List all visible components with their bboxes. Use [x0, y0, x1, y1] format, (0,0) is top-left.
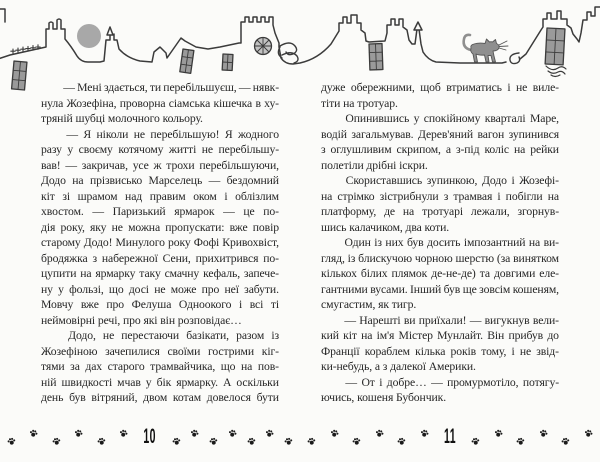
text-line: водій загальмував. Дерев'яний вагон зупинився [321, 127, 559, 141]
paw-print-icon [96, 436, 107, 447]
page-number-right: 11 [443, 424, 457, 448]
text-line: ючись, кошеня Бубончик. [321, 391, 447, 404]
text-line: нула Жозефіна, проворна сіамська кішечка в ху- [41, 96, 279, 110]
text-line: Скориставшись зупинкою, Додо і Жозефі- [345, 174, 559, 187]
paw-print-row [464, 432, 600, 441]
text-line: бродяжка з набережної Сени, прихитрився по- [41, 251, 279, 265]
right-page-text [321, 81, 559, 407]
text-line: дуже обережними, щоб втриматись і не виле- [321, 81, 559, 94]
paw-print-row [0, 432, 135, 441]
text-line: — Я ніколи не перебільшую! Я жодного [66, 127, 279, 141]
attic-window [12, 61, 27, 90]
text-line: день був вітряний, двом котам довелося бути [41, 391, 279, 404]
left-page-footer [0, 422, 300, 450]
paw-print-icon [264, 428, 275, 439]
paw-print-icon [73, 428, 84, 439]
text-line: ки-небудь, а з далекої Америки. [321, 360, 476, 373]
paragraph [41, 329, 279, 407]
text-line: — Нарешті ви приїхали! — вигукнув вели- [344, 313, 559, 327]
paragraph [321, 81, 559, 112]
text-line: дія року, яку не можна пропускати: вже повір [41, 220, 279, 234]
paw-print-icon [306, 436, 317, 447]
paragraph [321, 112, 559, 174]
scribble-ornament [546, 66, 566, 77]
paw-print-icon [493, 428, 504, 439]
text-line: з оглушливим скрипом, а з-під коліс на рейки [321, 143, 559, 156]
paw-print-row [300, 432, 436, 441]
text-line: полетіли дрібні іскри. [321, 158, 428, 172]
paw-print-icon [515, 436, 526, 447]
text-line: Опинившись у спокійному кварталі Маре, [345, 112, 559, 125]
right-page-footer [300, 422, 600, 450]
text-line: хвостом. — Паризький ярмарок — це по- [41, 205, 279, 218]
text-line: — От і добре… — промурмотіло, потягу- [345, 375, 559, 389]
scroll-ornament [278, 43, 298, 63]
sun-disc-icon [77, 24, 101, 48]
paw-print-icon [351, 436, 362, 447]
text-line: гантними вусами. Інший був ще зовсім кошеням, [321, 282, 559, 296]
attic-window [222, 54, 233, 71]
paw-print-icon [419, 428, 430, 439]
text-line: неймовірні речі, про які він розповідає… [41, 313, 242, 327]
paragraph [321, 236, 559, 314]
paw-print-icon [583, 428, 594, 439]
text-line: старому Додо! Минулого року Фофі Кривохвіст, [41, 236, 279, 249]
text-line: Додо, не перестаючи базікати, разом із [68, 329, 279, 342]
paragraph [41, 128, 279, 330]
text-line: кий кіт на ім'я Містер Мунлайт. Він прибув до [321, 329, 559, 342]
text-line: платформу, де на тротуарі лежали, згорнув- [321, 205, 559, 218]
paw-print-icon [208, 436, 219, 447]
text-line: тями за дах старого трамвайчика, що на пов- [41, 360, 279, 373]
text-line: цупити на ярмарку таку смачну кефаль, запече- [41, 267, 279, 280]
paw-print-icon [246, 436, 257, 447]
text-line: тряній шубці молочного кольору. [41, 112, 203, 125]
paragraph [321, 174, 559, 236]
paw-print-icon [28, 428, 39, 439]
scroll-ornament [510, 53, 520, 64]
spire-arrow-icon [107, 22, 422, 35]
paw-print-icon [561, 436, 572, 447]
cat-whiskers [499, 41, 508, 50]
paw-print-icon [51, 436, 62, 447]
text-line: Жозефіною зачепилися своїми гострими кіг- [41, 344, 279, 358]
paw-print-icon [6, 436, 17, 447]
text-line: разу у своєму котячому житті не перебільшу- [41, 143, 279, 156]
text-line: вав! — закричав, усе ж трохи перебільшуючи, [41, 158, 279, 172]
text-line: гляд, із блискучою чорною шерстю (за винятком [321, 251, 559, 265]
paw-print-icon [374, 428, 385, 439]
cat-icon [464, 35, 508, 62]
text-line: тіти на тротуар. [321, 96, 398, 110]
paw-print-icon [189, 428, 200, 439]
attic-window [369, 44, 383, 70]
left-page-text [41, 81, 279, 407]
text-line: Мовчу вже про Фелуша Одноокого і всі ті [41, 298, 279, 311]
paw-print-icon [227, 428, 238, 439]
page-number-left: 10 [143, 424, 157, 448]
text-line: смугастим, як тигр. [321, 298, 417, 311]
text-line: ну у фользі, що досі не може про неї забути. [41, 282, 279, 296]
attic-window [545, 28, 565, 65]
text-line: Один із них був досить імпозантний на ви- [344, 236, 559, 249]
round-window-icon [255, 38, 272, 55]
attic-window [180, 49, 194, 73]
paw-print-icon [538, 428, 549, 439]
paragraph [321, 376, 559, 407]
paw-print-row [165, 432, 300, 441]
paragraph [41, 81, 279, 128]
paw-print-icon [470, 436, 481, 447]
text-line: Додо на прізвисько Марселець — бездомний [41, 174, 279, 187]
text-line: кількох білих плямок де-не-де) та довгими еле- [321, 267, 559, 280]
text-line: Франції кораблем кілька років тому, і не звід- [321, 344, 559, 358]
text-line: шись калачиком, два коти. [321, 220, 450, 234]
paw-print-icon [396, 436, 407, 447]
paw-print-icon [329, 428, 340, 439]
text-line: на стрімко зістрибнули з трамвая і побігли на [321, 189, 559, 203]
text-line: кіт зі шрамом над правим оком і облізлим [41, 189, 279, 203]
paw-print-icon [118, 428, 129, 439]
paw-print-icon [283, 436, 294, 447]
text-line: ній швидкості мчав у бік ярмарку. А оскільки [41, 375, 279, 389]
paw-print-icon [171, 436, 182, 447]
text-line: — Мені здається, ти перебільшуєш, — нявк- [63, 81, 279, 94]
paragraph [321, 314, 559, 376]
